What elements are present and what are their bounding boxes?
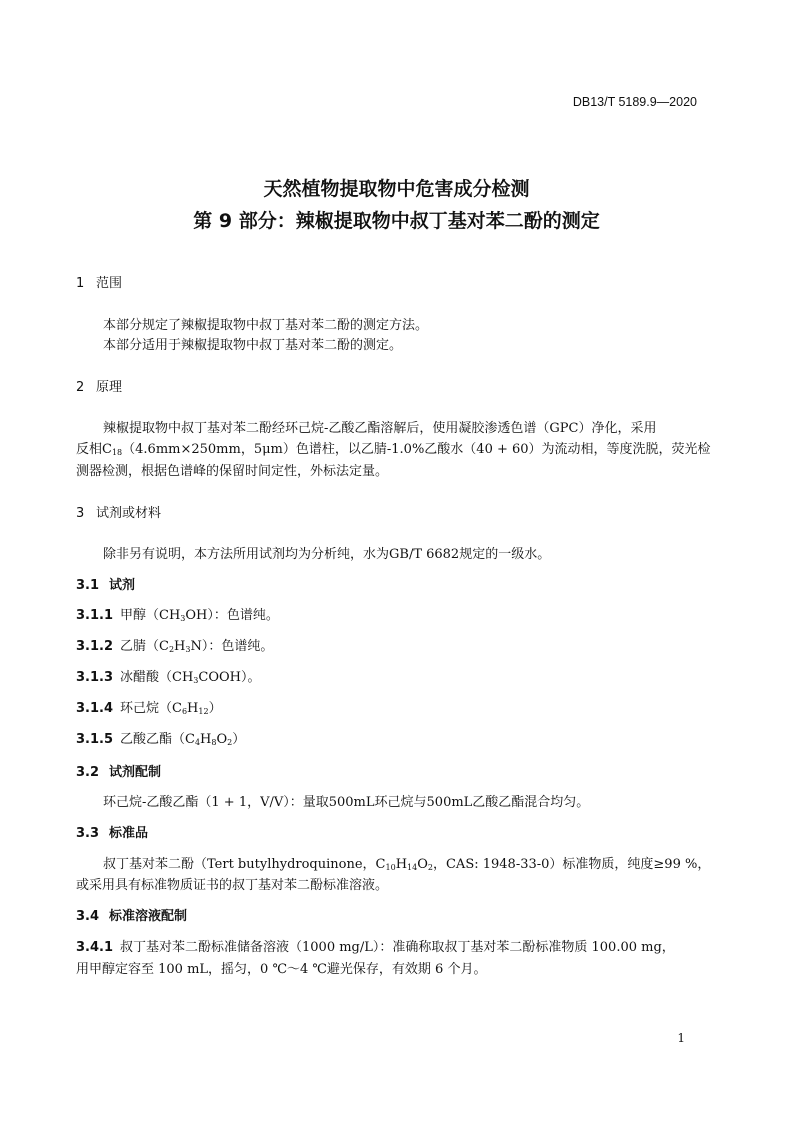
section-1-heading [76, 272, 122, 291]
section-number: 1 [76, 276, 85, 291]
title-line-1: 天然植物提取物中危害成分检测 [263, 178, 530, 200]
paragraph: 除非另有说明，本方法所用试剂均为分析纯，水为GB/T 6682规定的一级水。 [103, 547, 551, 562]
page-number: 1 [677, 1031, 685, 1045]
paragraph-line: 或采用具有标准物质证书的叔丁基对苯二酚标准溶液。 [76, 878, 389, 893]
document-code: DB13/T 5189.9—2020 [572, 95, 697, 109]
reagent-item: 3.1.3 冰醋酸$(CH_3COOH)$。 [76, 670, 261, 685]
section-number: 2 [76, 380, 85, 395]
section-title: 原理 [96, 380, 123, 395]
paragraph: 本部分规定了辣椒提取物中叔丁基对苯二酚的测定方法。 [103, 318, 429, 333]
section-2-heading [76, 376, 122, 395]
paragraph: 本部分适用于辣椒提取物中叔丁基对苯二酚的测定。 [103, 338, 403, 353]
paragraph-line: 叔丁基对苯二酚（Tert butylhydroquinone，$C_{10}H_{14}O_2$，CAS: 1948-33-0）标准物质，纯度≥99 %， [103, 857, 711, 872]
paragraph-line: 用甲醇定容至 100 mL，摇匀，0 ℃～4 ℃避光保存，有效期 6 个月。 [76, 962, 487, 977]
reagent-item: 3.1.5 乙酸乙酯$(C_4H_8O_2)$ [76, 732, 246, 747]
section-title: 试剂或材料 [96, 506, 162, 521]
standard-solution-item: 3.4.1 叔丁基对苯二酚标准储备溶液（1000 mg/L）：准确称取叔丁基对苯二酚标准物质 100.00 mg， [76, 940, 675, 955]
section-3-heading [76, 502, 161, 521]
subsection-3-4-heading: 3.4 标准溶液配制 [76, 909, 188, 924]
subsection-3-3-heading: 3.3 标准品 [76, 826, 149, 841]
reagent-item: 3.1.1 甲醇$(CH_3OH)$：色谱纯。 [76, 608, 279, 623]
paragraph-line: 辣椒提取物中叔丁基对苯二酚经环己烷-乙酸乙酯溶解后，使用凝胶渗透色谱（GPC）净化，采用 [103, 421, 657, 436]
title-line-2: 第 9 部分：辣椒提取物中叔丁基对苯二酚的测定 [193, 210, 600, 232]
reagent-item: 3.1.2 乙腈$(C_2H_3N)$：色谱纯。 [76, 639, 274, 654]
paragraph-line: 反相$C_{18}(4.6mm\times 250mm$，5μm）色谱柱，以乙腈-1.0%乙酸水（40 + 60）为流动相，等度洗脱，荧光检 [76, 442, 711, 457]
subsection-3-1-heading: 3.1 试剂 [76, 578, 136, 593]
section-number: 3 [76, 506, 85, 521]
subsection-3-2-heading: 3.2 试剂配制 [76, 765, 162, 780]
paragraph-line: 测器检测，根据色谱峰的保留时间定性，外标法定量。 [76, 464, 389, 479]
reagent-item: 3.1.4 环己烷$(C_6H_{12})$ [76, 701, 222, 716]
section-title: 范围 [96, 276, 123, 291]
paragraph: 环己烷-乙酸乙酯（1 + 1，V/V）：量取500mL环己烷与500mL乙酸乙酯混合均匀。 [103, 795, 590, 810]
